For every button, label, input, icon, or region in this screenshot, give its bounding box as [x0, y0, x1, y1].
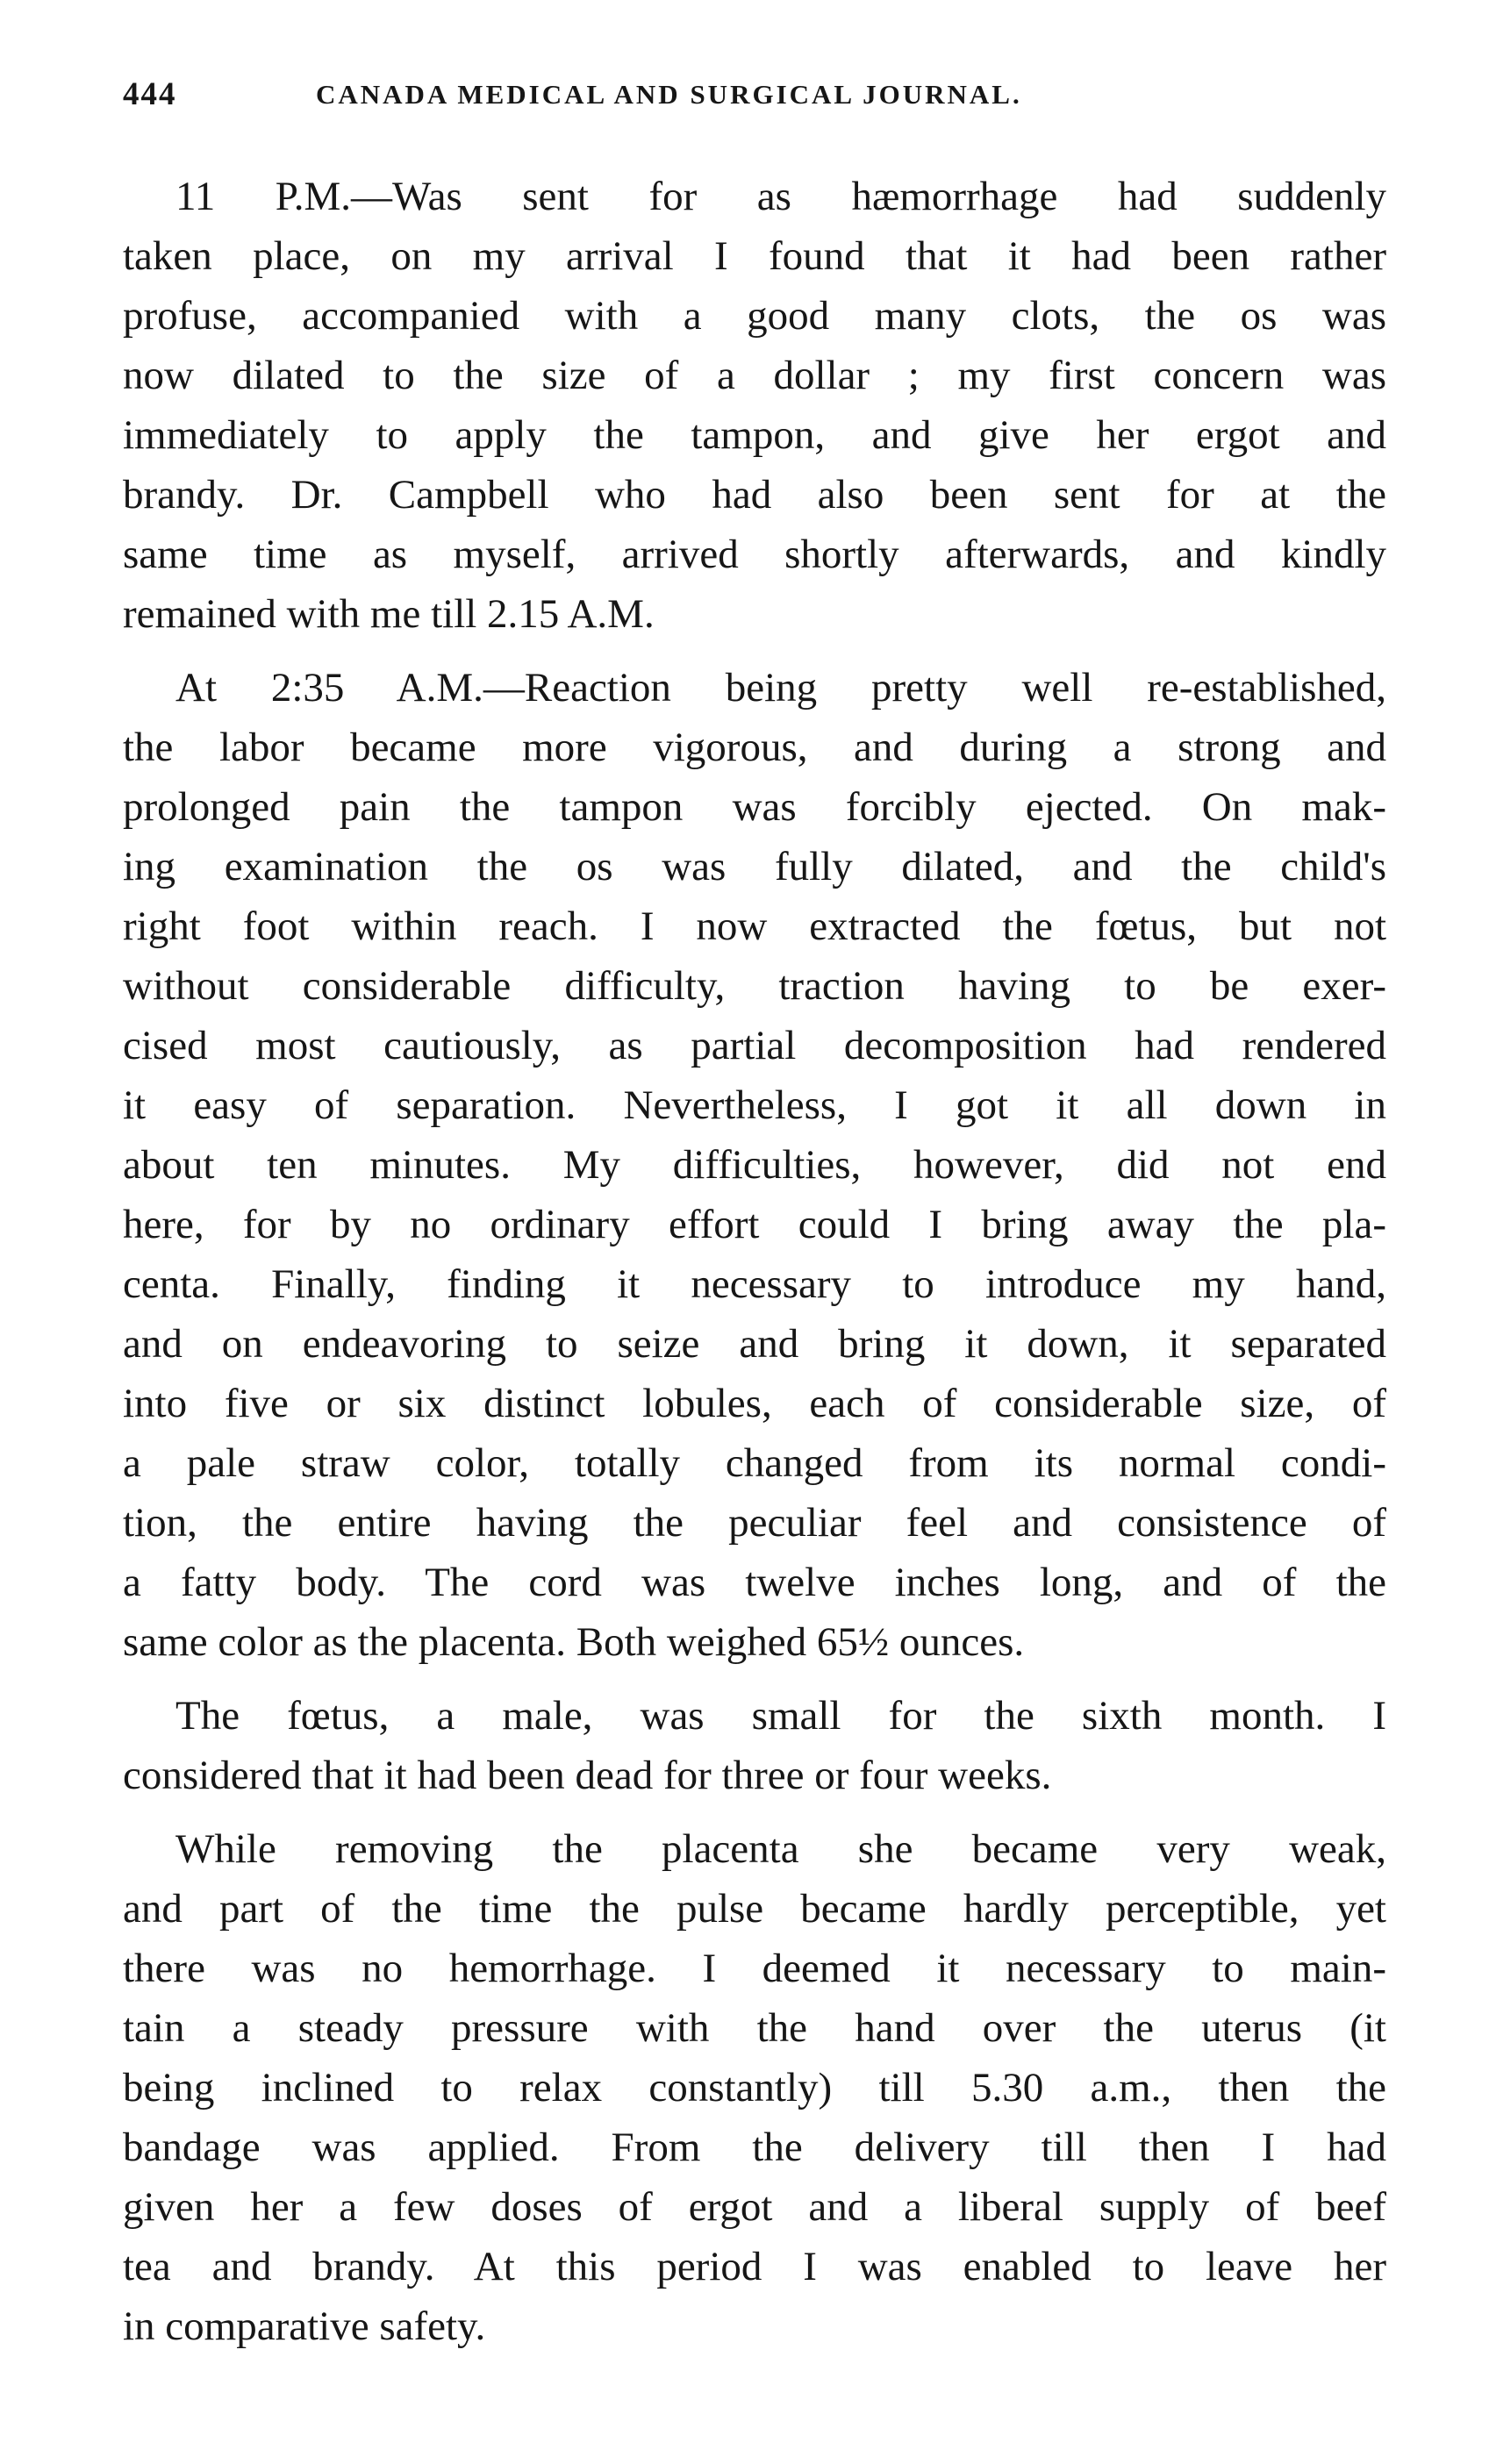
text-line: At 2:35 A.M.—Reaction being pretty well re-established, [175, 665, 1386, 711]
text-line: While removing the placenta she became very weak, [175, 1826, 1386, 1872]
text-line: in comparative safety. [123, 2303, 486, 2349]
text-line: same color as the placenta. Both weighed 65½ ounces. [123, 1619, 1025, 1665]
text-line: 11 P.M.—Was sent for as hæmorrhage had suddenly [175, 174, 1386, 219]
text-line: remained with me till 2.15 A.M. [123, 591, 655, 637]
text-line: there was no hemorrhage. I deemed it necessary to main- [123, 1946, 1386, 1991]
text-line: ing examination the os was fully dilated, and the child's [123, 844, 1386, 889]
paragraph-placenta-removal [123, 1819, 1386, 2356]
text-line: same time as myself, arrived shortly afterwards, and kindly [123, 532, 1386, 577]
text-line: right foot within reach. I now extracted the fœtus, but not [123, 903, 1386, 949]
text-line: tion, the entire having the peculiar feel and consistence of [123, 1500, 1386, 1546]
paragraph-haemorrhage [123, 167, 1386, 644]
text-line: a pale straw color, totally changed from its normal condi- [123, 1440, 1386, 1486]
page-number: 444 [123, 76, 177, 112]
paragraph-delivery [123, 658, 1386, 1672]
journal-title: CANADA MEDICAL AND SURGICAL JOURNAL. [316, 79, 1022, 110]
text-line: brandy. Dr. Campbell who had also been sent for at the [123, 472, 1386, 518]
text-line: bandage was applied. From the delivery till then I had [123, 2125, 1386, 2170]
text-line: cised most cautiously, as partial decomposition had rendered [123, 1023, 1386, 1068]
text-line: it easy of separation. Nevertheless, I got it all down in [123, 1082, 1386, 1128]
text-line: and part of the time the pulse became hardly perceptible, yet [123, 1886, 1386, 1932]
paragraph-foetus [123, 1686, 1386, 1805]
text-line: now dilated to the size of a dollar ; my first concern was [123, 353, 1386, 398]
text-line: tain a steady pressure with the hand over the uterus (it [123, 2005, 1386, 2051]
text-line: prolonged pain the tampon was forcibly ejected. On mak- [123, 784, 1386, 830]
text-line: centa. Finally, finding it necessary to introduce my hand, [123, 1261, 1386, 1307]
article-body [123, 167, 1386, 2356]
text-line: immediately to apply the tampon, and give her ergot and [123, 412, 1386, 458]
text-line: being inclined to relax constantly) till 5.30 a.m., then the [123, 2065, 1386, 2110]
text-line: tea and brandy. At this period I was enabled to leave her [123, 2244, 1386, 2289]
text-line: considered that it had been dead for three or four weeks. [123, 1753, 1052, 1798]
text-line: The fœtus, a male, was small for the sixth month. I [175, 1693, 1386, 1739]
text-line: into five or six distinct lobules, each of considerable size, of [123, 1381, 1386, 1426]
text-line: about ten minutes. My difficulties, however, did not end [123, 1142, 1386, 1188]
text-line: taken place, on my arrival I found that it had been rather [123, 233, 1386, 279]
text-line: without considerable difficulty, traction having to be exer- [123, 963, 1386, 1009]
text-line: and on endeavoring to seize and bring it down, it separated [123, 1321, 1386, 1367]
running-head [123, 75, 1386, 128]
text-line: a fatty body. The cord was twelve inches long, and of the [123, 1560, 1386, 1605]
text-line: here, for by no ordinary effort could I bring away the pla- [123, 1202, 1386, 1247]
text-line: profuse, accompanied with a good many clots, the os was [123, 293, 1386, 339]
text-line: given her a few doses of ergot and a liberal supply of beef [123, 2184, 1386, 2230]
text-line: the labor became more vigorous, and during a strong and [123, 725, 1386, 770]
